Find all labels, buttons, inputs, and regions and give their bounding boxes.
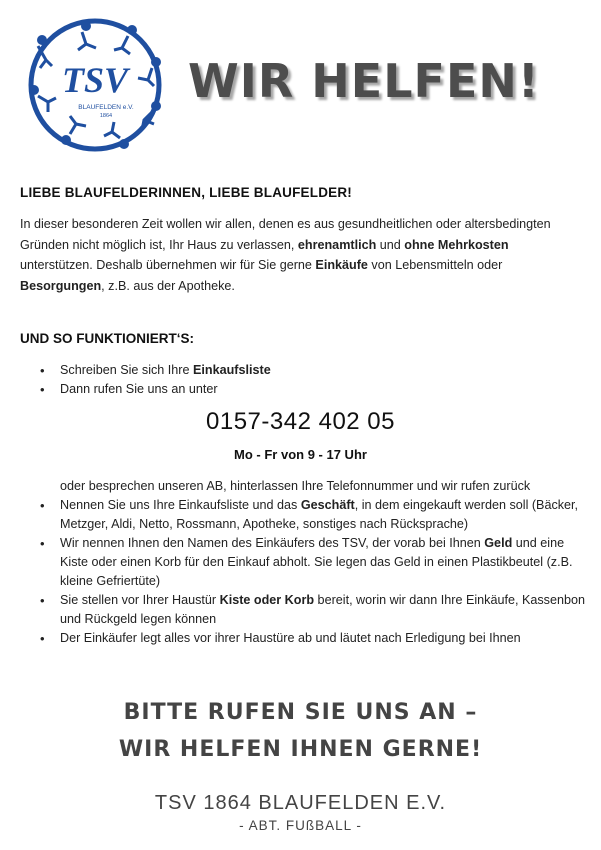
steps-list-bottom: [20, 496, 590, 648]
call-to-action: [0, 694, 601, 768]
logo-year: 1864: [99, 113, 113, 119]
list-item-segment: Schreiben Sie sich Ihre: [60, 363, 194, 377]
headline: WIR HELFEN!: [188, 54, 540, 108]
list-item-segment: Kiste oder Korb: [219, 593, 315, 607]
list-item-segment: Sie stellen vor Ihrer Haustür: [60, 593, 220, 607]
intro-segment: ohne Mehrkosten: [404, 237, 509, 252]
intro-segment: In dieser besonderen Zeit wollen wir allen, denen es aus gesundheitlichen oder altersbedingten Gründen nicht möglich ist, Ihr Haus zu verlassen,: [20, 217, 551, 252]
logo-club: BLAUFELDEN e.V.: [78, 104, 134, 111]
office-hours: Mo - Fr von 9 - 17 Uhr: [234, 447, 367, 462]
intro-segment: , z.B. aus der Apotheke.: [101, 278, 235, 293]
list-item-segment: Der Einkäufer legt alles vor ihrer Haustüre ab und läutet nach Erledigung bei Ihnen: [60, 631, 521, 645]
intro-segment: ehrenamtlich: [297, 237, 377, 252]
cta-line-2: WIR HELFEN IHNEN GERNE!: [118, 737, 483, 762]
list-item: [20, 591, 590, 629]
list-item: [20, 496, 590, 534]
list-item: [20, 534, 590, 591]
greeting: LIEBE BLAUFELDERINNEN, LIEBE BLAUFELDER!: [20, 185, 352, 200]
list-item-segment: Wir nennen Ihnen den Namen des Einkäufers des TSV, der vorab bei Ihnen: [60, 536, 485, 550]
logo-text: TSV: [61, 60, 129, 100]
list-item: [20, 361, 590, 380]
steps-list-top: [20, 361, 590, 399]
list-item-segment: bereit, worin wir dann Ihre Einkäufe, Kassenbon und Rückgeld legen können: [60, 593, 585, 626]
list-item-segment: Nennen Sie uns Ihre Einkaufsliste und das: [60, 498, 301, 512]
intro-paragraph: [20, 214, 580, 296]
list-item-segment: Einkaufsliste: [193, 363, 271, 377]
list-item-segment: , in dem eingekauft werden soll (Bäcker, Metzger, Aldi, Netto, Rossmann, Apotheke, sonstiges nach Rücksprache): [60, 498, 579, 531]
intro-segment: von Lebensmitteln oder: [367, 258, 503, 272]
list-item: [20, 380, 590, 399]
list-item-segment: Dann rufen Sie uns an unter: [60, 382, 218, 396]
intro-segment: Besorgungen: [20, 278, 102, 293]
section-title: UND SO FUNKTIONIERT‘S:: [20, 331, 194, 346]
list-item-segment: und eine Kiste oder einen Korb für den Einkauf abholt. Sie legen das Geld in einen Plastikbeutel (z.B. kleine Gefriertüte): [60, 536, 573, 588]
intro-segment: Einkäufe: [315, 258, 368, 272]
list-item-segment: Geschäft: [300, 498, 355, 512]
cta-line-1: BITTE RUFEN SIE UNS AN –: [123, 700, 478, 725]
intro-segment: und: [376, 237, 405, 252]
list-continuation: oder besprechen unseren AB, hinterlassen Ihre Telefonnummer und wir rufen zurück: [60, 479, 531, 493]
list-item: [20, 629, 590, 648]
club-name: TSV 1864 BLAUFELDEN E.V.: [154, 792, 447, 814]
tsv-logo: [20, 10, 170, 160]
phone-number: 0157-342 402 05: [206, 408, 395, 435]
intro-segment: unterstützen. Deshalb übernehmen wir für Sie gerne: [20, 258, 316, 272]
department: - ABT. FUßBALL -: [239, 818, 362, 833]
list-item-segment: Geld: [484, 536, 513, 550]
